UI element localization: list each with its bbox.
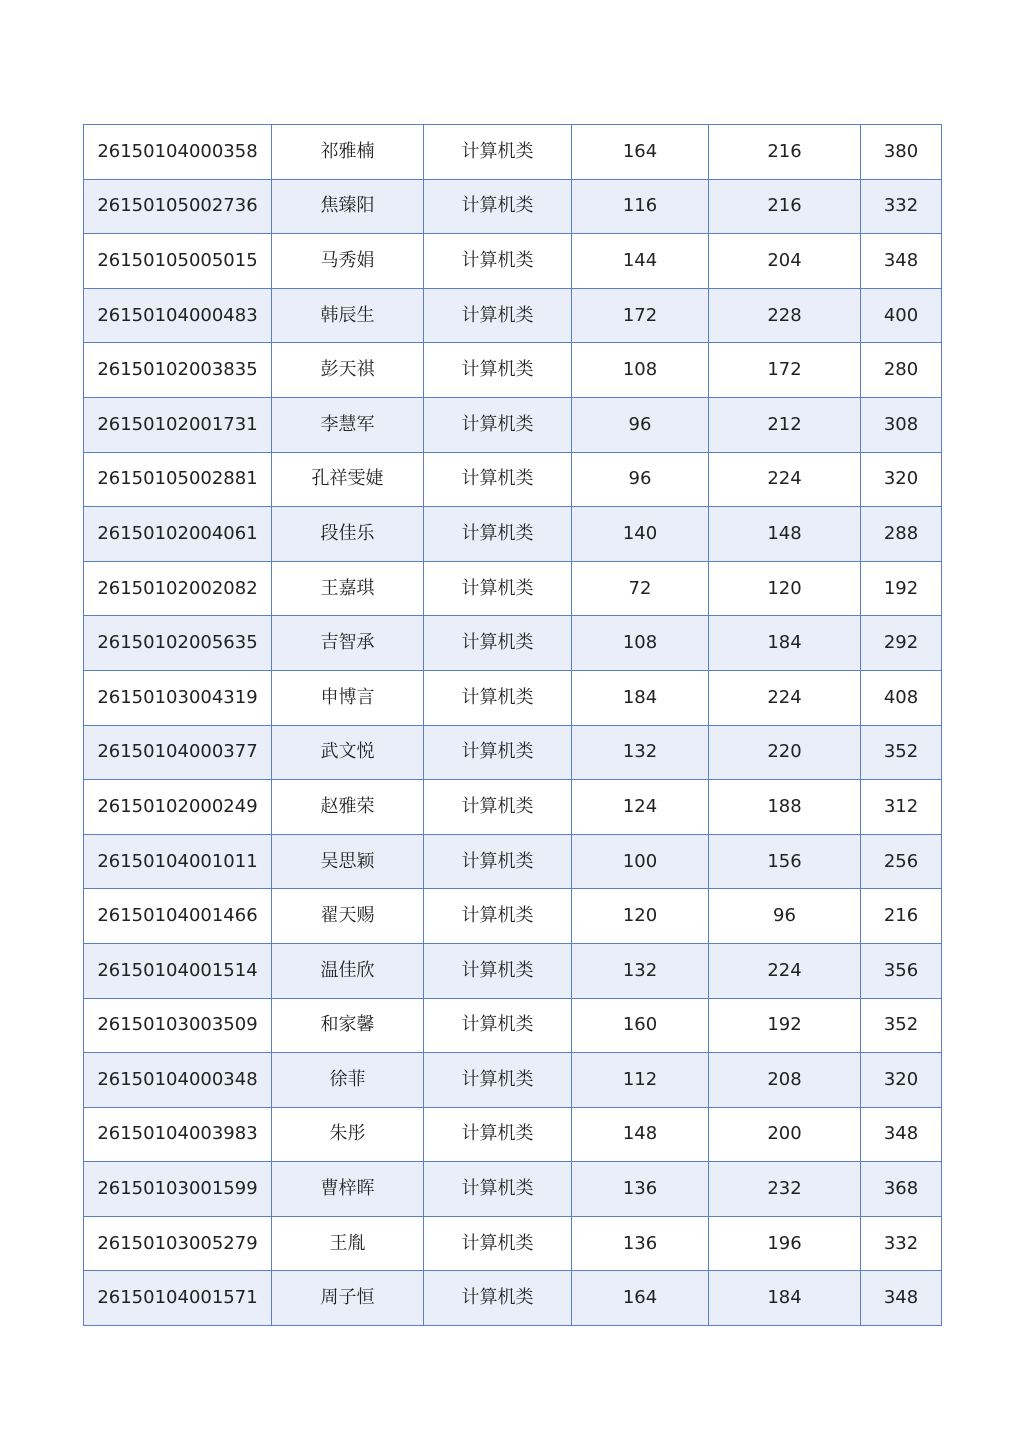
major-cell: 计算机类 bbox=[424, 889, 572, 944]
table-row bbox=[84, 452, 942, 507]
total-score-cell: 320 bbox=[861, 1053, 942, 1108]
student-name-cell: 曹梓晖 bbox=[272, 1162, 424, 1217]
score-1-cell: 96 bbox=[572, 397, 709, 452]
major-cell: 计算机类 bbox=[424, 616, 572, 671]
major-cell: 计算机类 bbox=[424, 234, 572, 289]
table-row bbox=[84, 234, 942, 289]
score-1-cell: 100 bbox=[572, 834, 709, 889]
total-score-cell: 348 bbox=[861, 1107, 942, 1162]
score-2-cell: 224 bbox=[709, 670, 861, 725]
major-cell: 计算机类 bbox=[424, 725, 572, 780]
major-cell: 计算机类 bbox=[424, 670, 572, 725]
score-2-cell: 120 bbox=[709, 561, 861, 616]
score-2-cell: 192 bbox=[709, 998, 861, 1053]
major-cell: 计算机类 bbox=[424, 507, 572, 562]
candidate-id-cell: 26150103003509 bbox=[84, 998, 272, 1053]
major-cell: 计算机类 bbox=[424, 561, 572, 616]
total-score-cell: 308 bbox=[861, 397, 942, 452]
total-score-cell: 352 bbox=[861, 725, 942, 780]
candidate-id-cell: 26150105002881 bbox=[84, 452, 272, 507]
total-score-cell: 348 bbox=[861, 234, 942, 289]
score-1-cell: 96 bbox=[572, 452, 709, 507]
table-row bbox=[84, 780, 942, 835]
score-table bbox=[83, 124, 942, 1326]
major-cell: 计算机类 bbox=[424, 343, 572, 398]
major-cell: 计算机类 bbox=[424, 1271, 572, 1326]
student-name-cell: 马秀娟 bbox=[272, 234, 424, 289]
student-name-cell: 祁雅楠 bbox=[272, 125, 424, 180]
score-1-cell: 136 bbox=[572, 1216, 709, 1271]
major-cell: 计算机类 bbox=[424, 834, 572, 889]
candidate-id-cell: 26150104001011 bbox=[84, 834, 272, 889]
student-name-cell: 王嘉琪 bbox=[272, 561, 424, 616]
total-score-cell: 192 bbox=[861, 561, 942, 616]
score-2-cell: 204 bbox=[709, 234, 861, 289]
major-cell: 计算机类 bbox=[424, 288, 572, 343]
student-name-cell: 武文悦 bbox=[272, 725, 424, 780]
score-table-body bbox=[84, 125, 942, 1326]
candidate-id-cell: 26150104001571 bbox=[84, 1271, 272, 1326]
table-row bbox=[84, 397, 942, 452]
total-score-cell: 352 bbox=[861, 998, 942, 1053]
table-row bbox=[84, 1162, 942, 1217]
score-1-cell: 164 bbox=[572, 125, 709, 180]
score-2-cell: 212 bbox=[709, 397, 861, 452]
major-cell: 计算机类 bbox=[424, 179, 572, 234]
score-2-cell: 196 bbox=[709, 1216, 861, 1271]
total-score-cell: 380 bbox=[861, 125, 942, 180]
score-1-cell: 164 bbox=[572, 1271, 709, 1326]
candidate-id-cell: 26150102000249 bbox=[84, 780, 272, 835]
table-row bbox=[84, 889, 942, 944]
candidate-id-cell: 26150104003983 bbox=[84, 1107, 272, 1162]
score-2-cell: 208 bbox=[709, 1053, 861, 1108]
table-row bbox=[84, 834, 942, 889]
major-cell: 计算机类 bbox=[424, 998, 572, 1053]
major-cell: 计算机类 bbox=[424, 1216, 572, 1271]
student-name-cell: 翟天赐 bbox=[272, 889, 424, 944]
score-2-cell: 232 bbox=[709, 1162, 861, 1217]
total-score-cell: 292 bbox=[861, 616, 942, 671]
candidate-id-cell: 26150102001731 bbox=[84, 397, 272, 452]
score-2-cell: 96 bbox=[709, 889, 861, 944]
total-score-cell: 400 bbox=[861, 288, 942, 343]
candidate-id-cell: 26150103005279 bbox=[84, 1216, 272, 1271]
score-2-cell: 216 bbox=[709, 179, 861, 234]
score-2-cell: 148 bbox=[709, 507, 861, 562]
total-score-cell: 356 bbox=[861, 943, 942, 998]
score-1-cell: 108 bbox=[572, 616, 709, 671]
total-score-cell: 348 bbox=[861, 1271, 942, 1326]
candidate-id-cell: 26150103004319 bbox=[84, 670, 272, 725]
student-name-cell: 徐菲 bbox=[272, 1053, 424, 1108]
major-cell: 计算机类 bbox=[424, 452, 572, 507]
table-row bbox=[84, 343, 942, 398]
score-1-cell: 132 bbox=[572, 943, 709, 998]
student-name-cell: 焦臻阳 bbox=[272, 179, 424, 234]
table-row bbox=[84, 179, 942, 234]
table-row bbox=[84, 943, 942, 998]
student-name-cell: 赵雅荣 bbox=[272, 780, 424, 835]
student-name-cell: 王胤 bbox=[272, 1216, 424, 1271]
score-2-cell: 200 bbox=[709, 1107, 861, 1162]
candidate-id-cell: 26150104001514 bbox=[84, 943, 272, 998]
score-2-cell: 228 bbox=[709, 288, 861, 343]
score-1-cell: 108 bbox=[572, 343, 709, 398]
score-2-cell: 224 bbox=[709, 943, 861, 998]
total-score-cell: 332 bbox=[861, 179, 942, 234]
candidate-id-cell: 26150102005635 bbox=[84, 616, 272, 671]
score-2-cell: 220 bbox=[709, 725, 861, 780]
score-1-cell: 72 bbox=[572, 561, 709, 616]
candidate-id-cell: 26150104000348 bbox=[84, 1053, 272, 1108]
student-name-cell: 吉智承 bbox=[272, 616, 424, 671]
table-row bbox=[84, 288, 942, 343]
score-1-cell: 124 bbox=[572, 780, 709, 835]
score-2-cell: 188 bbox=[709, 780, 861, 835]
student-name-cell: 周子恒 bbox=[272, 1271, 424, 1326]
score-1-cell: 112 bbox=[572, 1053, 709, 1108]
total-score-cell: 280 bbox=[861, 343, 942, 398]
candidate-id-cell: 26150104001466 bbox=[84, 889, 272, 944]
table-row bbox=[84, 1216, 942, 1271]
candidate-id-cell: 26150104000483 bbox=[84, 288, 272, 343]
score-2-cell: 216 bbox=[709, 125, 861, 180]
score-1-cell: 172 bbox=[572, 288, 709, 343]
student-name-cell: 朱彤 bbox=[272, 1107, 424, 1162]
candidate-id-cell: 26150102002082 bbox=[84, 561, 272, 616]
table-row bbox=[84, 670, 942, 725]
table-row bbox=[84, 1271, 942, 1326]
total-score-cell: 408 bbox=[861, 670, 942, 725]
major-cell: 计算机类 bbox=[424, 1053, 572, 1108]
total-score-cell: 368 bbox=[861, 1162, 942, 1217]
major-cell: 计算机类 bbox=[424, 125, 572, 180]
table-row bbox=[84, 1107, 942, 1162]
student-name-cell: 温佳欣 bbox=[272, 943, 424, 998]
candidate-id-cell: 26150104000377 bbox=[84, 725, 272, 780]
candidate-id-cell: 26150104000358 bbox=[84, 125, 272, 180]
score-1-cell: 140 bbox=[572, 507, 709, 562]
student-name-cell: 李慧军 bbox=[272, 397, 424, 452]
total-score-cell: 332 bbox=[861, 1216, 942, 1271]
major-cell: 计算机类 bbox=[424, 1107, 572, 1162]
candidate-id-cell: 26150105002736 bbox=[84, 179, 272, 234]
student-name-cell: 吴思颖 bbox=[272, 834, 424, 889]
total-score-cell: 320 bbox=[861, 452, 942, 507]
student-name-cell: 韩辰生 bbox=[272, 288, 424, 343]
candidate-id-cell: 26150105005015 bbox=[84, 234, 272, 289]
candidate-id-cell: 26150103001599 bbox=[84, 1162, 272, 1217]
table-row bbox=[84, 725, 942, 780]
score-2-cell: 156 bbox=[709, 834, 861, 889]
score-2-cell: 184 bbox=[709, 1271, 861, 1326]
student-name-cell: 彭天祺 bbox=[272, 343, 424, 398]
student-name-cell: 申博言 bbox=[272, 670, 424, 725]
student-name-cell: 和家馨 bbox=[272, 998, 424, 1053]
major-cell: 计算机类 bbox=[424, 943, 572, 998]
table-row bbox=[84, 507, 942, 562]
score-1-cell: 116 bbox=[572, 179, 709, 234]
score-2-cell: 172 bbox=[709, 343, 861, 398]
total-score-cell: 312 bbox=[861, 780, 942, 835]
score-2-cell: 224 bbox=[709, 452, 861, 507]
table-row bbox=[84, 125, 942, 180]
score-1-cell: 136 bbox=[572, 1162, 709, 1217]
major-cell: 计算机类 bbox=[424, 1162, 572, 1217]
score-1-cell: 120 bbox=[572, 889, 709, 944]
table-row bbox=[84, 561, 942, 616]
candidate-id-cell: 26150102003835 bbox=[84, 343, 272, 398]
total-score-cell: 216 bbox=[861, 889, 942, 944]
candidate-id-cell: 26150102004061 bbox=[84, 507, 272, 562]
student-name-cell: 段佳乐 bbox=[272, 507, 424, 562]
student-name-cell: 孔祥雯婕 bbox=[272, 452, 424, 507]
total-score-cell: 288 bbox=[861, 507, 942, 562]
score-1-cell: 144 bbox=[572, 234, 709, 289]
score-1-cell: 160 bbox=[572, 998, 709, 1053]
table-row bbox=[84, 616, 942, 671]
score-1-cell: 132 bbox=[572, 725, 709, 780]
major-cell: 计算机类 bbox=[424, 780, 572, 835]
score-2-cell: 184 bbox=[709, 616, 861, 671]
score-1-cell: 184 bbox=[572, 670, 709, 725]
table-row bbox=[84, 998, 942, 1053]
score-1-cell: 148 bbox=[572, 1107, 709, 1162]
table-row bbox=[84, 1053, 942, 1108]
total-score-cell: 256 bbox=[861, 834, 942, 889]
major-cell: 计算机类 bbox=[424, 397, 572, 452]
